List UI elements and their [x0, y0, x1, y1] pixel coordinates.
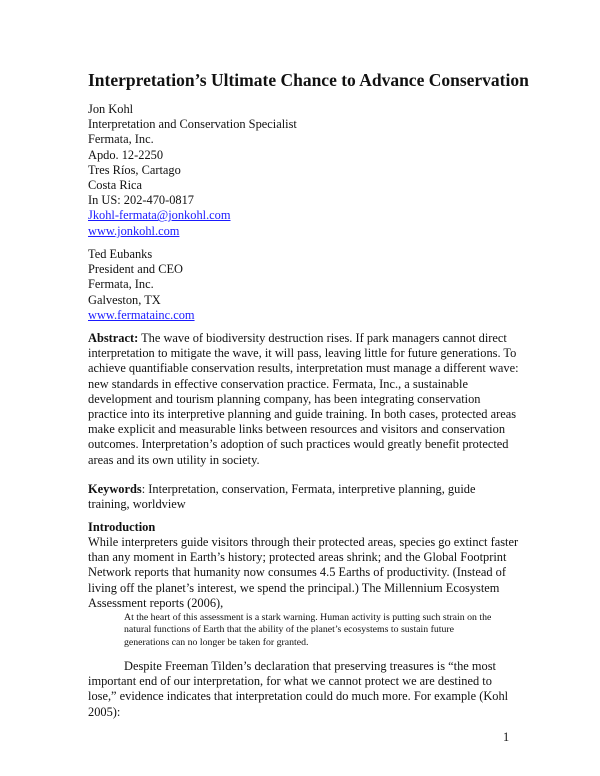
author2-company: Fermata, Inc.: [88, 277, 154, 292]
author1-block: [88, 102, 297, 239]
author2-block: [88, 247, 195, 323]
author1-website-link[interactable]: www.jonkohl.com: [88, 223, 180, 238]
author2-name: Ted Eubanks: [88, 247, 153, 261]
intro-paragraph-1: While interpreters guide visitors through their protected areas, species go extinct faster than any moment in Earth’s history; protected areas shrink; and the Global Footprint Network reports that humanity now consumes 4.5 Earths of productivity. (Instead of living off the planet’s interest, we spend the principal.) The Millennium Ecosystem Assessment reports (2006),: [88, 535, 519, 610]
author1-address2: Tres Ríos, Cartago: [88, 162, 181, 177]
author1-company: Fermata, Inc.: [88, 132, 154, 147]
page-title: Interpretation’s Ultimate Chance to Advance Conservation: [88, 70, 529, 90]
author1-email-link[interactable]: Jkohl-fermata@jonkohl.com: [88, 208, 231, 223]
abstract-text: The wave of biodiversity destruction rises. If park managers cannot direct interpretation to mitigate the wave, it will pass, leaving little for future generations. To achieve quantifiable conservation results, interpretation must manage a different wave: new standards in effective conservation practice. Fermata, Inc., a sustainable development and tourism planning company, has been integrating conservation practice into its interpretive planning and guide training. In both cases, protected areas make explicit and measurable links between resources and visitors and conservation outcomes. Interpretation’s adoption of such practices would greatly benefit protected areas and its own utility in society.: [88, 331, 519, 467]
page-number: 1: [503, 730, 510, 744]
author2-website-link[interactable]: www.fermatainc.com: [88, 307, 195, 322]
keywords-paragraph: [88, 482, 520, 512]
keywords-text: : Interpretation, conservation, Fermata, interpretive planning, guide training, worldview: [88, 482, 476, 512]
author1-name: Jon Kohl: [88, 102, 134, 116]
author1-role: Interpretation and Conservation Specialist: [88, 117, 297, 132]
abstract-paragraph: [88, 331, 520, 468]
abstract-label: Abstract:: [88, 331, 139, 345]
keywords-label: Keywords: [88, 482, 142, 496]
author2-role: President and CEO: [88, 262, 183, 277]
author1-phone: In US: 202-470-0817: [88, 193, 195, 208]
author1-address1: Apdo. 12-2250: [88, 147, 164, 162]
author2-city: Galveston, TX: [88, 292, 161, 307]
introduction-heading: Introduction: [88, 520, 156, 534]
intro-paragraph-2: Despite Freeman Tilden’s declaration that preserving treasures is “the most important end of our interpretation, for what we cannot protect we are destined to lose,” evidence indicates that interpretation could do much more. For example (Kohl 2005):: [88, 659, 509, 719]
author1-country: Costa Rica: [88, 178, 143, 193]
block-quote: At the heart of this assessment is a stark warning. Human activity is putting such strain on the natural functions of Earth that the ability of the planet’s ecosystems to sustain future generations can no longer be taken for granted.: [124, 612, 492, 648]
